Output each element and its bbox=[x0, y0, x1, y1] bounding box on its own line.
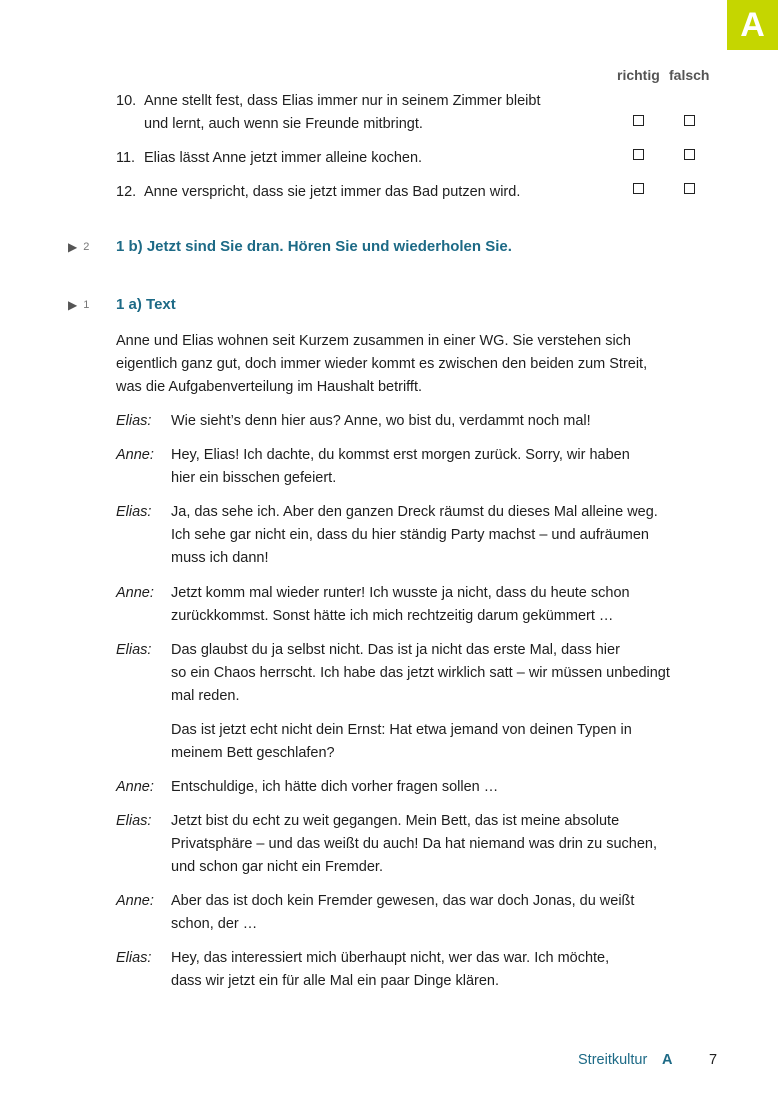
intro-line: was die Aufgabenverteilung im Haushalt betrifft. bbox=[116, 379, 423, 395]
speaker-label: Elias: bbox=[116, 813, 152, 829]
exercise-1a-heading: 1 a) Text bbox=[116, 296, 176, 313]
chapter-tab: A bbox=[727, 0, 778, 50]
dialogue-line: hier ein bisschen gefeiert. bbox=[171, 470, 337, 486]
statement-number: 10. bbox=[116, 93, 137, 109]
richtig-header: richtig bbox=[617, 67, 660, 83]
audio-track-1-button[interactable] bbox=[68, 298, 89, 312]
statement-line: Elias lässt Anne jetzt immer alleine kochen. bbox=[144, 150, 423, 166]
statement-line: Anne verspricht, dass sie jetzt immer das Bad putzen wird. bbox=[144, 184, 521, 200]
dialogue-line: Ja, das sehe ich. Aber den ganzen Dreck räumst du dieses Mal alleine weg. bbox=[171, 504, 658, 520]
falsch-checkbox[interactable] bbox=[684, 115, 695, 126]
dialogue-line: so ein Chaos herrscht. Ich habe das jetzt wirklich satt – wir müssen unbedingt bbox=[171, 665, 670, 681]
footer-chapter-title: Streitkultur bbox=[578, 1052, 648, 1068]
statement-line: und lernt, auch wenn sie Freunde mitbringt. bbox=[144, 116, 423, 132]
dialogue-line: schon, der … bbox=[171, 916, 258, 932]
footer-chapter-letter: A bbox=[662, 1052, 673, 1068]
dialogue-line: dass wir jetzt ein für alle Mal ein paar Dinge klären. bbox=[171, 973, 500, 989]
dialogue-line: muss ich dann! bbox=[171, 550, 269, 566]
dialogue-line: mal reden. bbox=[171, 688, 240, 704]
dialogue-line: meinem Bett geschlafen? bbox=[171, 745, 335, 761]
intro-line: eigentlich ganz gut, doch immer wieder kommt es zwischen den beiden zum Streit, bbox=[116, 356, 648, 372]
play-icon: ▶ bbox=[68, 240, 78, 254]
speaker-label: Elias: bbox=[116, 950, 152, 966]
dialogue-line: Privatsphäre – und das weißt du auch! Da hat niemand was drin zu suchen, bbox=[171, 836, 658, 852]
speaker-label: Elias: bbox=[116, 642, 152, 658]
exercise-1b-heading: 1 b) Jetzt sind Sie dran. Hören Sie und wiederholen Sie. bbox=[116, 238, 512, 255]
statement-line: Anne stellt fest, dass Elias immer nur in seinem Zimmer bleibt bbox=[144, 93, 541, 109]
track-number: 2 bbox=[83, 241, 90, 253]
dialogue-line: Jetzt komm mal wieder runter! Ich wusste ja nicht, dass du heute schon bbox=[171, 585, 630, 601]
audio-track-2-button[interactable] bbox=[68, 240, 89, 254]
falsch-checkbox[interactable] bbox=[684, 149, 695, 160]
play-icon: ▶ bbox=[68, 298, 78, 312]
intro-line: Anne und Elias wohnen seit Kurzem zusammen in einer WG. Sie verstehen sich bbox=[116, 333, 631, 349]
dialogue-line: Aber das ist doch kein Fremder gewesen, das war doch Jonas, du weißt bbox=[171, 893, 635, 909]
dialogue-line: Wie sieht’s denn hier aus? Anne, wo bist du, verdammt noch mal! bbox=[171, 413, 591, 429]
dialogue-line: Hey, Elias! Ich dachte, du kommst erst morgen zurück. Sorry, wir haben bbox=[171, 447, 630, 463]
dialogue-line: Das glaubst du ja selbst nicht. Das ist ja nicht das erste Mal, dass hier bbox=[171, 642, 620, 658]
richtig-checkbox[interactable] bbox=[633, 183, 644, 194]
falsch-checkbox[interactable] bbox=[684, 183, 695, 194]
dialogue-line: und schon gar nicht ein Fremder. bbox=[171, 859, 383, 875]
speaker-label: Elias: bbox=[116, 413, 152, 429]
speaker-label: Anne: bbox=[116, 447, 154, 463]
speaker-label: Anne: bbox=[116, 779, 154, 795]
dialogue-line: zurückkommst. Sonst hätte ich mich rechtzeitig darum gekümmert … bbox=[171, 608, 614, 624]
dialogue-line: Ich sehe gar nicht ein, dass du hier ständig Party machst – und aufräumen bbox=[171, 527, 649, 543]
track-number: 1 bbox=[83, 299, 90, 311]
dialogue-line: Hey, das interessiert mich überhaupt nicht, wer das war. Ich möchte, bbox=[171, 950, 610, 966]
dialogue-line: Jetzt bist du echt zu weit gegangen. Mein Bett, das ist meine absolute bbox=[171, 813, 620, 829]
speaker-label: Anne: bbox=[116, 585, 154, 601]
page-number: 7 bbox=[709, 1052, 718, 1068]
statement-number: 11. bbox=[116, 150, 136, 166]
speaker-label: Anne: bbox=[116, 893, 154, 909]
dialogue-line: Entschuldige, ich hätte dich vorher fragen sollen … bbox=[171, 779, 499, 795]
speaker-label: Elias: bbox=[116, 504, 152, 520]
falsch-header: falsch bbox=[669, 67, 710, 83]
statement-number: 12. bbox=[116, 184, 137, 200]
richtig-checkbox[interactable] bbox=[633, 115, 644, 126]
richtig-checkbox[interactable] bbox=[633, 149, 644, 160]
dialogue-line: Das ist jetzt echt nicht dein Ernst: Hat etwa jemand von deinen Typen in bbox=[171, 722, 632, 738]
